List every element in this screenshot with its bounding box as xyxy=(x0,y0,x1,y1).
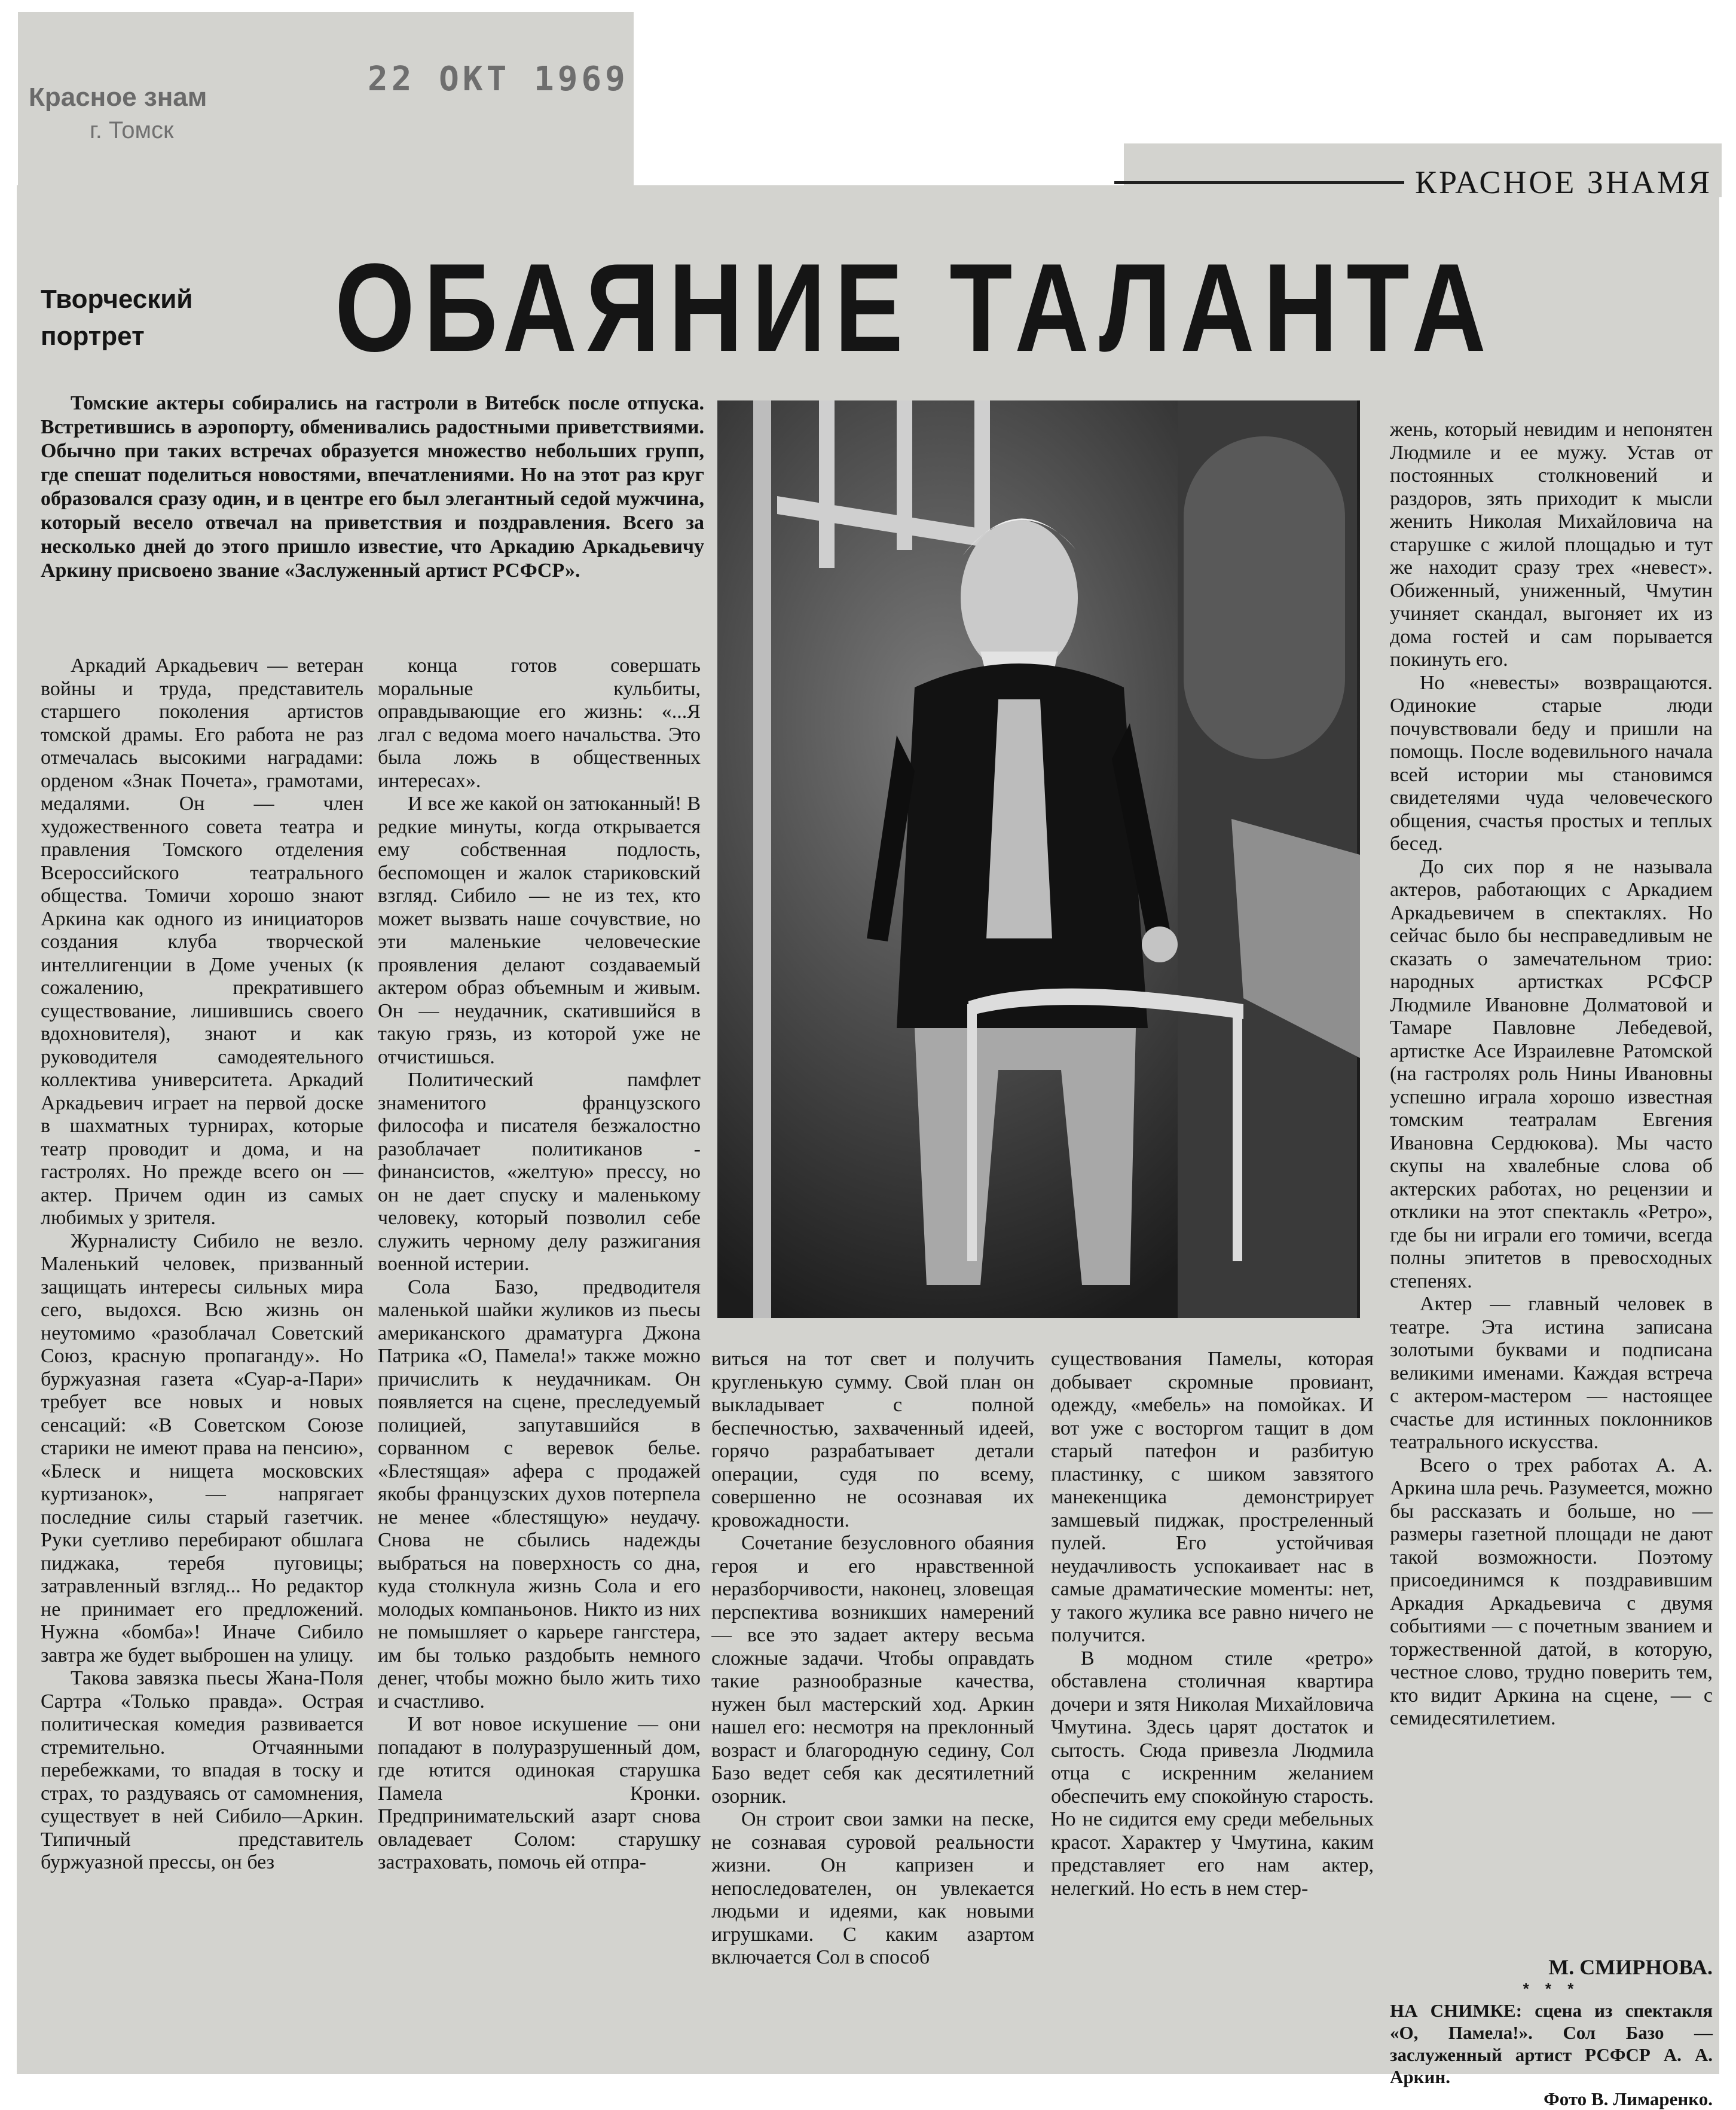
paragraph: Сочетание безусловного обаяния героя и его нравственной неразборчивости, наконец, зловещая перспектива возникших намерений — все это задает актеру весьма сложные задачи. Чтобы оправдать такие разнообразные качества, нужен был мастерский ход. Аркин нашел его: несмотря на преклонный возраст и благородную седину, Сол Базо ведет себя как десятилетний озорник. xyxy=(711,1532,1034,1808)
paragraph: В модном стиле «ретро» обставлена столичная квартира дочери и зятя Николая Михайловича Чмутина. Здесь царят достаток и сытость. Сюда привезла Людмила отца с искренним желанием обеспечить ему спокойную старость. Но не сидится ему среди мебельных красот. Характер у Чмутина, каким представляет его нам актер, нелегкий. Но есть в нем стер- xyxy=(1051,1647,1374,1900)
article-column-2 xyxy=(378,655,701,2047)
paragraph: Политический памфлет знаменитого французского философа и писателя безжалостно разоблачает политиканов - финансистов, «желтую» прессу, но он не дает спуску и маленькому человеку, который позволил себе служить черному делу разжигания военной истерии. xyxy=(378,1069,701,1275)
paragraph: виться на тот свет и получить кругленькую сумму. Свой план он выкладывает с полной беспечностью, захваченный идеей, горячо разрабатывает детали операции, судя по всему, совершенно не осознавая их кровожадности. xyxy=(711,1348,1034,1531)
paragraph: Журналисту Сибило не везло. Маленький человек, призванный защищать интересы сильных мира сего, выдохся. Всю жизнь он неутомимо «разоблачал Советский Союз, красную пропаганду». Но буржуазная газета «Суар-а-Пари» требует все новых и новых сенсаций: «В Советском Союзе старики не имеют права на пенсию», «Блеск и нищета московских куртизанок», — напрягает последние силы старый газетчик. Руки суетливо перебирают обшлага пиджака, теребя пуговицы; затравленный взгляд... Но редактор не принимает его предложений. Нужна «бомба»! Иначе Сибило завтра же будет выброшен на улицу. xyxy=(41,1230,363,1666)
paragraph: Актер — главный человек в театре. Эта истина записана золотыми буквами и подписана великими именами. Каждая встреча с актером-мастером — настоящее счастье для истинных поклонников театрального искусства. xyxy=(1390,1293,1713,1453)
lead-paragraph: Томские актеры собирались на гастроли в Витебск после отпуска. Встретившись в аэропорту, обменивались радостными приветствиями. Обычно при таких встречах образуется множество небольших групп, где спешат поделиться новостями, впечатлениями. Но на этот раз круг образовался сразу один, и в центре его был элегантный седой мужчина, который весело отвечал на приветствия и поздравления. Всего за несколько дней до этого пришло известие, что Аркадию Аркадьевичу Аркину присвоено звание «Заслуженный артист РСФСР». xyxy=(41,392,704,582)
caption-lead: НА СНИМКЕ: xyxy=(1390,2000,1523,2021)
stage-photo xyxy=(717,400,1360,1318)
paragraph: И все же какой он затюканный! В редкие минуты, когда открывается ему собственная подлость, беспомощен и жалок стариковский взгляд. Сибило — не из тех, кто может вызвать наше сочувствие, но эти маленькие человеческие проявления делают создаваемый актером образ объемным и живым. Он — неудачник, скатившийся в такую грязь, из которой уже не отчистишься. xyxy=(378,793,701,1068)
paragraph: Сола Базо, предводителя маленькой шайки жуликов из пьесы американского драматурга Джона Патрика «О, Памела!» также можно причислить к неудачникам. Он появляется на сцене, преследуемый полицией, запутавшийся в сорванном с веревок белье. «Блестящая» афера с продажей якобы французских духов потерпела не менее «блестящую» неудачу. Снова не сбылись надежды выбраться на поверхность со дна, куда столкнула жизнь Сола и его молодых компаньонов. Никто из них не помышляет о карьере гангстера, им бы только раздобыть немного денег, чтобы можно было жить тихо и счастливо. xyxy=(378,1276,701,1713)
paragraph: До сих пор я не называла актеров, работающих с Аркадием Аркадьевичем в спектаклях. Но сейчас было бы несправедливым не сказать о замечательном трио: народных артистках РСФСР Людмиле Ивановне Долматовой и Тамаре Павловне Лебедевой, артистке Асе Израилевне Ратомской (на гастролях роль Нины Ивановны успешно играла хорошо известная томским театралам Евгения Ивановна Сердюкова). Мы часто скупы на хвалебные слова об актерских работах, но рецензии и отклики на этот спектакль «Ретро», где бы ни играли его томичи, всегда полны эпитетов в превосходных степенях. xyxy=(1390,855,1713,1292)
photo-caption xyxy=(1390,1999,1713,2110)
photo-credit: Фото В. Лимаренко. xyxy=(1544,2088,1713,2109)
paragraph: Но «невесты» возвращаются. Одинокие старые люди почувствовали беду и пришли на помощь. После водевильного начала всей истории мы становимся свидетелями чуда человеческого общения, счастья простых и теплых бесед. xyxy=(1390,671,1713,855)
paragraph: существования Памелы, которая добывает скромные провиант, одежду, «мебель» на помойках. И вот уже с восторгом тащит в дом старый патефон и разбитую пластинку, с шиком завзятого манекенщика демонстрирует замшевый пиджак, простреленный пулей. Его устойчивая неудачливость успокаивает нас в самые драматические моменты: нет, у такого жулика все равно ничего не получится. xyxy=(1051,1348,1374,1646)
article-column-5 xyxy=(1390,418,1713,1949)
masthead xyxy=(1114,161,1712,203)
article-column-3 xyxy=(711,1348,1034,2047)
stage-photo-illustration xyxy=(717,400,1360,1318)
headline: ОБАЯНИЕ ТАЛАНТА xyxy=(335,237,1495,378)
paragraph: конца готов совершать моральные кульбиты, оправдывающие его жизнь: «...Я лгал с ведома моего начальства. Это была ложь в общественных интересах». xyxy=(378,655,701,792)
masthead-rule xyxy=(1114,181,1404,184)
stamp-newspaper-name: Красное знам xyxy=(29,82,207,112)
paragraph: Такова завязка пьесы Жана-Поля Сартра «Только правда». Острая политическая комедия развивается стремительно. Отчаянными перебежками, то впадая в тоску и страх, то раздуваясь от самомнения, существует в ней Сибило—Аркин. Типичный представитель буржуазной прессы, он без xyxy=(41,1667,363,1873)
author-signature: М. СМИРНОВА. xyxy=(1548,1955,1713,1979)
rubric: Творческий портрет xyxy=(41,285,193,351)
stamp-city: г. Томск xyxy=(90,117,174,143)
paragraph: Аркадий Аркадьевич — ветеран войны и труда, представитель старшего поколения артистов томской драмы. Его работа не раз отмечалась высокими наградами: орденом «Знак Почета», грамотами, медалями. Он — член художественного совета театра и правления Томского отделения Всероссийского театрального общества. Томичи хорошо знают Аркина как одного из инициаторов создания клуба творческой интеллигенции в Доме ученых (к сожалению, прекратившего существование, лишившись своего вдохновителя), знают и как руководителя самодеятельного коллектива университета. Аркадий Аркадьевич играет на первой доске в шахматных турнирах, которые театр проводит и дома, и на гастролях. Но прежде всего он — актер. Причем один из самых любимых у зрителя. xyxy=(41,655,363,1229)
article-column-1 xyxy=(41,655,363,2047)
caption-text: сцена из спектакля «О, Памела!». Сол Базо — заслуженный артист РСФСР А. А. Аркин. xyxy=(1390,2000,1713,2087)
paragraph: жень, который невидим и непонятен Людмиле и ее мужу. Устав от постоянных столкновений и раздоров, зять приходит к мысли женить Николая Михайловича на старушке с жилой площадью и тут же находит сразу трех «невест». Обиженный, униженный, Чмутин учиняет скандал, выгоняет их из дома гостей и сам порывается покинуть его. xyxy=(1390,418,1713,671)
stamp-date: 22 ОКТ 1969 xyxy=(368,60,629,99)
paragraph: Он строит свои замки на песке, не сознавая суровой реальности жизни. Он капризен и непоследователен, он увлекается людьми и идеями, как новыми игрушками. С каким азартом включается Сол в способ xyxy=(711,1808,1034,1968)
article-column-4 xyxy=(1051,1348,1374,2047)
paragraph: И вот новое искушение — они попадают в полуразрушенный дом, где ютится одинокая старушка Памела Кронки. Предпринимательский азарт снова овладевает Солом: старушку застраховать, помочь ей отпра- xyxy=(378,1713,701,1873)
masthead-name: КРАСНОЕ ЗНАМЯ xyxy=(1414,164,1712,200)
separator: * * * xyxy=(1523,1980,1580,1998)
paragraph: Всего о трех работах А. А. Аркина шла речь. Разумеется, можно бы рассказать и больше, но — размеры газетной площади не дают такой возможности. Поэтому присоединимся к поздравившим Аркадия Аркадьевича с двумя событиями — с почетным званием и торжественной датой, в которую, честное слово, трудно поверить тем, кто видит Аркина на сцене, — с семидесятилетием. xyxy=(1390,1454,1713,1729)
